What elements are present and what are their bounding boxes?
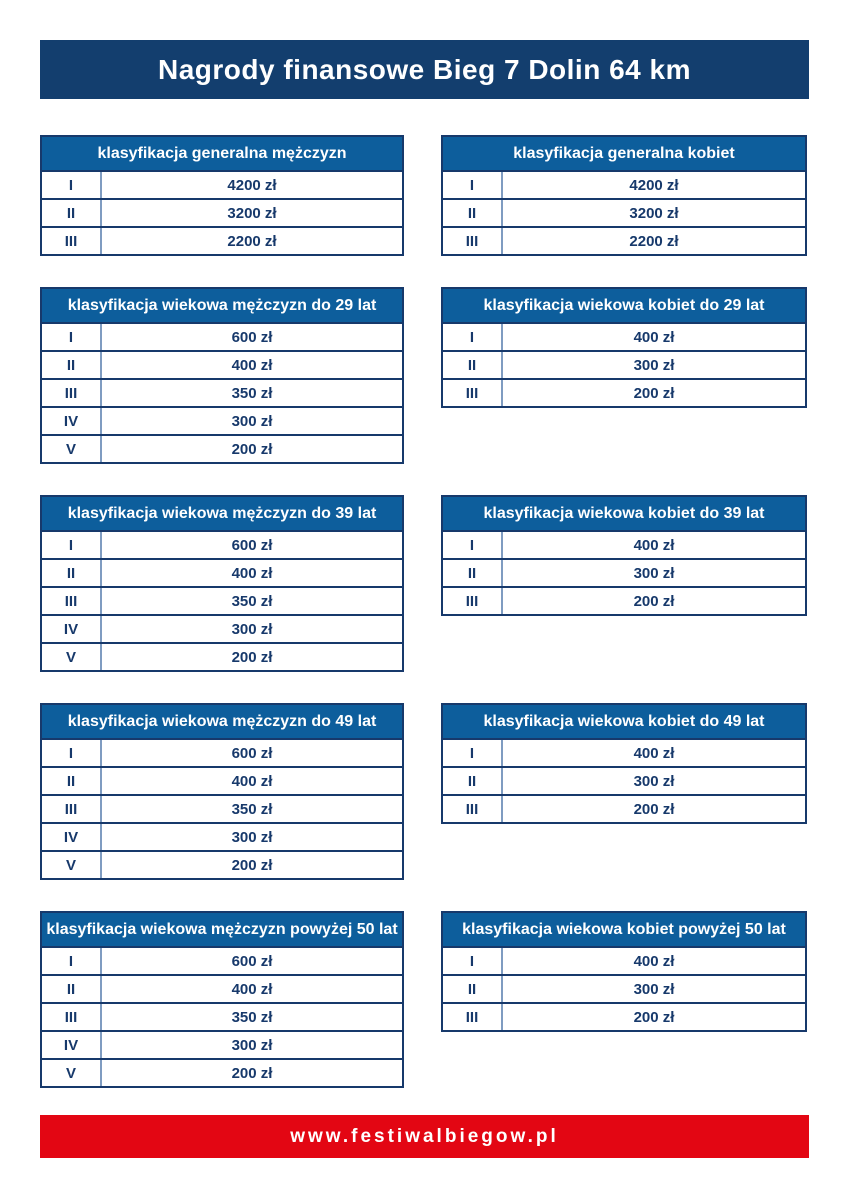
table-row (443, 378, 805, 406)
table-row (42, 198, 402, 226)
prize-table-general-women (441, 135, 807, 256)
prize-table-rows (443, 170, 805, 254)
place-cell: I (42, 532, 102, 558)
table-row (42, 946, 402, 974)
place-cell: II (443, 352, 503, 378)
place-cell: V (42, 436, 102, 462)
place-cell: II (443, 768, 503, 794)
table-row (42, 850, 402, 878)
amount-cell: 200 zł (231, 1064, 273, 1082)
table-row (443, 170, 805, 198)
amount-cell: 4200 zł (629, 176, 679, 194)
prize-table-title: klasyfikacja generalna kobiet (443, 137, 805, 170)
prize-table-age-women-under-39 (441, 495, 807, 616)
place-cell: II (42, 976, 102, 1002)
table-row (42, 378, 402, 406)
amount-cell: 600 zł (231, 744, 273, 762)
prize-table-title: klasyfikacja wiekowa kobiet do 39 lat (443, 497, 805, 530)
table-row (443, 558, 805, 586)
prize-table-age-men-under-49 (40, 703, 404, 880)
place-cell: III (443, 796, 503, 822)
amount-cell: 200 zł (633, 1008, 675, 1026)
amount-cell: 300 zł (633, 564, 675, 582)
place-cell: III (42, 796, 102, 822)
place-cell: III (42, 1004, 102, 1030)
place-cell: I (443, 172, 503, 198)
prize-table-rows (42, 170, 402, 254)
amount-cell: 200 zł (231, 648, 273, 666)
place-cell: I (443, 324, 503, 350)
table-row (42, 434, 402, 462)
place-cell: I (443, 948, 503, 974)
table-row (443, 766, 805, 794)
prize-table-title: klasyfikacja wiekowa mężczyzn do 39 lat (42, 497, 402, 530)
amount-cell: 300 zł (633, 356, 675, 374)
amount-cell: 350 zł (231, 384, 273, 402)
table-row (42, 322, 402, 350)
place-cell: II (443, 560, 503, 586)
footer-url-text: www.festiwalbiegow.pl (290, 1125, 559, 1147)
amount-cell: 200 zł (633, 800, 675, 818)
prize-table-age-women-over-50 (441, 911, 807, 1032)
table-row (42, 530, 402, 558)
amount-cell: 400 zł (231, 980, 273, 998)
place-cell: IV (42, 1032, 102, 1058)
place-cell: III (443, 1004, 503, 1030)
place-cell: V (42, 852, 102, 878)
prize-table-age-women-under-29 (441, 287, 807, 408)
amount-cell: 300 zł (231, 412, 273, 430)
amount-cell: 300 zł (231, 1036, 273, 1054)
place-cell: II (42, 560, 102, 586)
table-row (443, 738, 805, 766)
prize-table-age-women-under-49 (441, 703, 807, 824)
table-row (42, 1058, 402, 1086)
place-cell: IV (42, 616, 102, 642)
amount-cell: 400 zł (231, 564, 273, 582)
amount-cell: 400 zł (633, 536, 675, 554)
place-cell: I (42, 948, 102, 974)
amount-cell: 200 zł (633, 592, 675, 610)
amount-cell: 3200 zł (227, 204, 277, 222)
amount-cell: 200 zł (231, 440, 273, 458)
prize-table-title: klasyfikacja wiekowa mężczyzn do 49 lat (42, 705, 402, 738)
place-cell: II (42, 352, 102, 378)
place-cell: III (443, 380, 503, 406)
place-cell: V (42, 644, 102, 670)
prize-table-rows (443, 530, 805, 614)
table-row (443, 322, 805, 350)
place-cell: II (443, 976, 503, 1002)
table-row (42, 170, 402, 198)
prize-table-rows (443, 946, 805, 1030)
table-row (42, 794, 402, 822)
title-banner (40, 40, 809, 99)
table-row (42, 974, 402, 1002)
amount-cell: 300 zł (633, 772, 675, 790)
prize-table-rows (443, 738, 805, 822)
table-row (42, 406, 402, 434)
place-cell: IV (42, 824, 102, 850)
table-row (443, 974, 805, 1002)
prize-table-title: klasyfikacja generalna mężczyzn (42, 137, 402, 170)
prize-table-title: klasyfikacja wiekowa mężczyzn powyżej 50 lat (42, 913, 402, 946)
amount-cell: 600 zł (231, 952, 273, 970)
place-cell: III (42, 380, 102, 406)
table-row (42, 642, 402, 670)
amount-cell: 350 zł (231, 1008, 273, 1026)
table-row (443, 586, 805, 614)
place-cell: I (443, 532, 503, 558)
table-row (443, 198, 805, 226)
place-cell: III (443, 588, 503, 614)
amount-cell: 300 zł (633, 980, 675, 998)
place-cell: I (42, 740, 102, 766)
place-cell: III (42, 588, 102, 614)
prize-table-age-men-under-39 (40, 495, 404, 672)
table-row (42, 1030, 402, 1058)
amount-cell: 600 zł (231, 536, 273, 554)
prize-table-rows (42, 322, 402, 462)
table-row (42, 614, 402, 642)
place-cell: I (42, 324, 102, 350)
table-row (443, 794, 805, 822)
table-row (42, 822, 402, 850)
amount-cell: 400 zł (231, 356, 273, 374)
amount-cell: 2200 zł (227, 232, 277, 250)
table-row (42, 558, 402, 586)
prize-table-rows (443, 322, 805, 406)
amount-cell: 2200 zł (629, 232, 679, 250)
amount-cell: 400 zł (633, 328, 675, 346)
prize-table-general-men (40, 135, 404, 256)
place-cell: III (443, 228, 503, 254)
amount-cell: 400 zł (633, 744, 675, 762)
place-cell: I (42, 172, 102, 198)
amount-cell: 600 zł (231, 328, 273, 346)
prize-table-title: klasyfikacja wiekowa kobiet powyżej 50 lat (443, 913, 805, 946)
prize-table-age-men-under-29 (40, 287, 404, 464)
prize-table-rows (42, 530, 402, 670)
place-cell: II (42, 200, 102, 226)
table-row (443, 530, 805, 558)
amount-cell: 300 zł (231, 620, 273, 638)
table-row (42, 766, 402, 794)
prize-table-rows (42, 946, 402, 1086)
table-row (42, 226, 402, 254)
amount-cell: 4200 zł (227, 176, 277, 194)
tables-grid (40, 135, 809, 1088)
amount-cell: 200 zł (231, 856, 273, 874)
table-row (443, 226, 805, 254)
table-row (42, 586, 402, 614)
amount-cell: 400 zł (633, 952, 675, 970)
amount-cell: 350 zł (231, 592, 273, 610)
place-cell: IV (42, 408, 102, 434)
table-row (443, 946, 805, 974)
footer-banner (40, 1115, 809, 1158)
amount-cell: 400 zł (231, 772, 273, 790)
table-row (42, 1002, 402, 1030)
table-row (42, 350, 402, 378)
amount-cell: 350 zł (231, 800, 273, 818)
prize-table-title: klasyfikacja wiekowa kobiet do 29 lat (443, 289, 805, 322)
title-banner-text: Nagrody finansowe Bieg 7 Dolin 64 km (157, 53, 691, 85)
place-cell: III (42, 228, 102, 254)
place-cell: I (443, 740, 503, 766)
prize-table-title: klasyfikacja wiekowa kobiet do 49 lat (443, 705, 805, 738)
prize-table-age-men-over-50 (40, 911, 404, 1088)
amount-cell: 3200 zł (629, 204, 679, 222)
prize-table-title: klasyfikacja wiekowa mężczyzn do 29 lat (42, 289, 402, 322)
table-row (42, 738, 402, 766)
place-cell: II (443, 200, 503, 226)
place-cell: V (42, 1060, 102, 1086)
amount-cell: 300 zł (231, 828, 273, 846)
table-row (443, 1002, 805, 1030)
table-row (443, 350, 805, 378)
place-cell: II (42, 768, 102, 794)
amount-cell: 200 zł (633, 384, 675, 402)
prize-table-rows (42, 738, 402, 878)
